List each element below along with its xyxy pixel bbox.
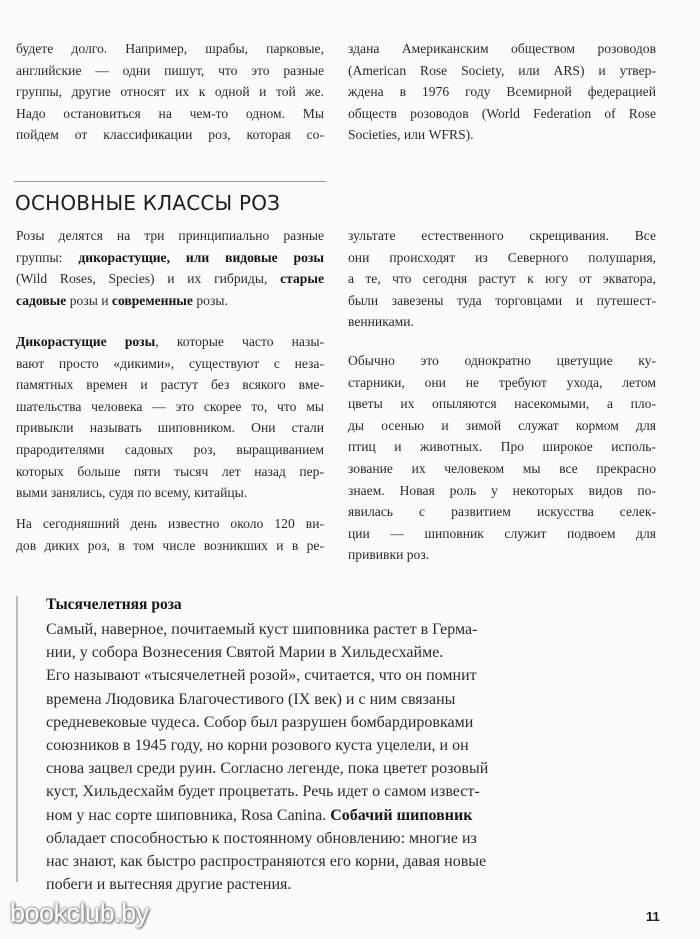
text-line: союзников в 1945 году, но корни розового куста уцелели, и он xyxy=(46,737,469,755)
bold-term: дикорастущие, или видовые розы xyxy=(78,249,324,265)
text-line: венниками. xyxy=(348,314,414,330)
text-line: прародителями садовых роз, выращиванием xyxy=(16,441,324,457)
text-line: прививки роз. xyxy=(348,547,430,563)
text-line: пойдем от классификации роз, которая со- xyxy=(16,127,324,143)
paragraph-today xyxy=(16,513,324,556)
text-line: зование их человеком мы все прекрасно xyxy=(348,460,656,476)
text-span: , которые часто назы- xyxy=(155,334,324,349)
text-line: ции — шиповник служит подвоем для xyxy=(348,525,656,541)
text-line: Розы делятся на три принципиально разные xyxy=(16,228,324,243)
text-line: привыкли называть шиповником. Они стали xyxy=(16,420,324,436)
paragraph-wild-roses xyxy=(16,331,324,504)
text-line: они происходят из Северного полушария, xyxy=(348,249,656,265)
text-line xyxy=(16,290,324,312)
text-line: группы, другие относят их к одной и той же. xyxy=(16,84,324,100)
text-line xyxy=(16,268,324,290)
text-line: а те, что сегодня растут к югу от экватора, xyxy=(348,271,656,287)
text-span: группы: xyxy=(16,249,79,265)
text-line: побеги и вытесняя другие растения. xyxy=(46,876,292,894)
text-line: зультате естественного скрещивания. Все xyxy=(348,228,656,243)
text-line: старники, они не требуют ухода, летом xyxy=(348,374,656,390)
text-span: розы. xyxy=(192,292,228,308)
sidebar-body xyxy=(46,618,626,896)
text-line: вают просто «дикими», существуют с неза- xyxy=(16,355,324,371)
sidebar-thousand-year-rose xyxy=(16,596,658,894)
text-line xyxy=(16,331,324,353)
text-line: дов диких роз, в том числе возникших и в ре- xyxy=(16,537,324,553)
text-line: птиц и животных. Про широкое исполь- xyxy=(348,439,656,455)
paragraph-result xyxy=(348,225,656,333)
paragraph-top-left xyxy=(16,38,324,146)
text-line: будете долго. Например, шрабы, парковые, xyxy=(16,41,324,56)
text-span: (Wild Roses, Species) и их гибриды, xyxy=(16,271,281,287)
bold-term: садовые xyxy=(16,292,67,308)
text-line: памятных времен и растут без всякого вме- xyxy=(16,377,324,393)
text-line: снова зацвел среди руин. Согласно легенде, пока цветет розовый xyxy=(46,760,489,778)
text-line: Его называют «тысячелетней розой», считается, что он помнит xyxy=(46,667,477,685)
text-line: нас знают, как быстро распространяются его корни, давая новые xyxy=(46,853,487,871)
text-line: знаем. Новая роль у некоторых видов по- xyxy=(348,482,656,498)
text-line: нии, у собора Вознесения Святой Марии в Хильдесхайме. xyxy=(46,644,444,662)
text-line: ждена в 1976 году Всемирной федерацией xyxy=(348,84,656,100)
bold-term: Дикорастущие розы xyxy=(16,334,156,349)
section-divider xyxy=(14,181,326,182)
text-line xyxy=(16,247,324,269)
text-line: Надо остановиться на чем-то одном. Мы xyxy=(16,105,324,121)
text-line: обществ розоводов (World Federation of Rose xyxy=(348,105,656,121)
text-line: ды осенью и зимой служат кормом для xyxy=(348,417,656,433)
paragraph-top-right xyxy=(348,38,656,146)
watermark: bookclub.by xyxy=(10,898,149,928)
paragraph-intro xyxy=(16,225,324,311)
bold-term: старые xyxy=(280,271,324,287)
text-line: явилась с развитием искусства селек- xyxy=(348,504,656,520)
text-line: На сегодняшний день известно около 120 ви- xyxy=(16,516,324,531)
text-span: розы и xyxy=(66,292,112,308)
text-line: (American Rose Society, или ARS) и утвер- xyxy=(348,62,656,78)
text-line: времена Людовика Благочестивого (IX век) и с ним связаны xyxy=(46,690,456,708)
text-line: Societies, или WFRS). xyxy=(348,127,474,143)
text-line: которых больше пяти тысяч лет назад пер- xyxy=(16,463,324,479)
section-title: ОСНОВНЫЕ КЛАССЫ РОЗ xyxy=(15,191,281,215)
bold-term: современные xyxy=(111,292,193,308)
text-line: здана Американским обществом розоводов xyxy=(348,41,656,56)
paragraph-usually xyxy=(348,350,656,566)
text-line: шательства человека — это скорее то, что мы xyxy=(16,398,324,414)
page-number: 11 xyxy=(646,909,660,924)
text-line: цветы их опыляются насекомыми, а пло- xyxy=(348,396,656,412)
text-line: были завезены туда торговцами и путешест- xyxy=(348,292,656,308)
text-line: куст, Хильдесхайм будет процветать. Речь идет о самом извест- xyxy=(46,783,480,801)
bold-term: Собачий шиповник xyxy=(330,806,473,824)
text-span: ном у нас сорте шиповника, Rosa Canina. xyxy=(46,806,331,824)
text-line: английские — одни пишут, что это разные xyxy=(16,62,324,78)
text-line: выми занялись, судя по всему, китайцы. xyxy=(16,485,248,501)
text-line: обладает способностью к постоянному обновлению: многие из xyxy=(46,829,477,847)
text-line: средневековые чудеса. Собор был разрушен бомбардировками xyxy=(46,713,474,731)
text-line: Самый, наверное, почитаемый куст шиповника растет в Герма- xyxy=(46,621,478,638)
sidebar-title: Тысячелетняя роза xyxy=(46,596,182,613)
text-line: Обычно это однократно цветущие ку- xyxy=(348,353,656,368)
text-line xyxy=(46,804,626,827)
